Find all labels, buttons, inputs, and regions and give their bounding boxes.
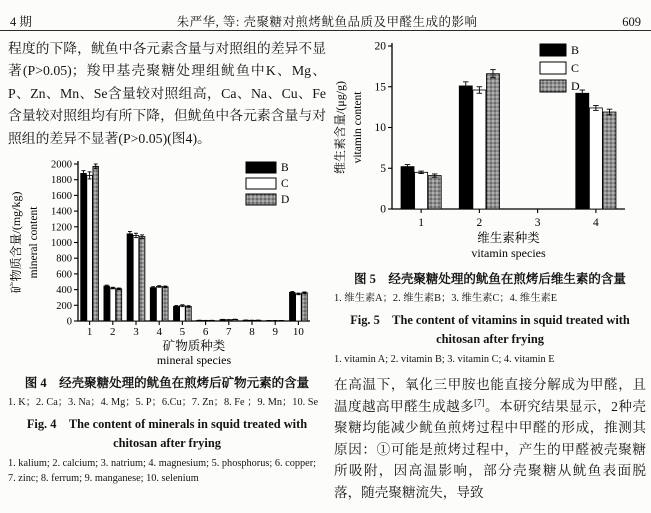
svg-text:矿物质种类: 矿物质种类 [162,339,226,354]
svg-text:C: C [281,178,289,191]
svg-text:4: 4 [593,217,599,229]
fig4-bar-chart [8,154,326,368]
svg-text:D: D [571,79,580,93]
svg-text:10: 10 [292,326,304,339]
fig4-caption-zh: 图 4 经壳聚糖处理的鱿鱼在煎烤后矿物元素的含量 [24,376,310,391]
page-number: 609 [622,15,641,29]
left-column [8,38,326,486]
svg-text:200: 200 [56,300,72,312]
fig5-caption-zh: 图 5 经壳聚糖处理的鱿鱼在煎烤后维生素的含量 [354,272,626,286]
header-rule [0,30,651,31]
svg-text:4: 4 [156,326,162,339]
citation-ref-7: [7] [474,396,485,407]
svg-text:1: 1 [418,217,424,229]
fig5-key-en: 1. vitamin A; 2. vitamin B; 3. vitamin C; 4. vitamin E [334,354,555,365]
fig5-caption-en: Fig. 5 The content of vitamins in squid treated with chitosan after frying [350,313,630,346]
svg-text:mineral content: mineral content [28,206,40,279]
svg-text:2: 2 [110,326,116,339]
svg-text:5: 5 [179,326,186,339]
svg-text:2: 2 [476,217,483,229]
svg-text:B: B [281,162,289,175]
svg-text:0: 0 [66,316,72,328]
svg-text:1400: 1400 [51,206,72,218]
svg-text:3: 3 [534,217,541,229]
svg-text:8: 8 [249,326,255,339]
svg-text:5: 5 [380,162,386,175]
svg-text:B: B [571,43,580,57]
paragraph-formaldehyde-text2: 。本研究结果显示，2种壳聚糖均能减少鱿鱼煎烤过程中甲醛的形成，推测其原因：①可能是煎烤过程中，产生的甲醛被壳聚糖所吸附，因高温影响，部分壳聚糖从鱿鱼表面脱落，随壳聚糖流失，导致 [334,398,647,500]
svg-text:维生素含量/(μg/g): 维生素含量/(μg/g) [334,80,347,175]
fig4-key-zh: 1. K；2. Ca；3. Na；4. Mg；5. P；6.Cu；7. Zn；8. Fe ；9. Mn；10. Se [8,397,319,409]
svg-text:600: 600 [56,269,72,281]
svg-text:20: 20 [374,40,386,53]
svg-text:C: C [571,61,580,75]
svg-text:2000: 2000 [51,159,72,171]
svg-text:7: 7 [226,326,232,339]
svg-text:1: 1 [86,326,93,339]
paragraph-minerals: 程度的下降，鱿鱼中各元素含量与对照组的差异不显著(P>0.05)；羧甲基壳聚糖处理组鱿鱼中K、Mg、P、Zn、Mn、Se含量较对照组高，Ca、Na、Cu、Fe含量较对照组均有所下降，但鱿鱼中各元素含量与对照组的差异不显著(P>0.05)(图4)。 [8,41,326,146]
svg-text:1000: 1000 [51,238,72,250]
svg-text:15: 15 [374,81,386,94]
svg-text:6: 6 [202,326,209,339]
fig4-key-en: 1. kalium; 2. calcium; 3. natrium; 4. magnesium; 5. phosphorus; 6. copper; 7. zinc; 8. ferrum; 9. manganese; 10. selenium [8,458,317,485]
svg-text:vitamin species: vitamin species [471,246,546,260]
svg-text:1800: 1800 [51,175,72,187]
fig4-caption-en: Fig. 4 The content of minerals in squid treated with chitosan after frying [26,417,308,451]
svg-text:vitamin content: vitamin content [352,91,364,164]
fig5-bar-chart [334,38,646,260]
svg-text:3: 3 [133,326,139,339]
svg-text:mineral species: mineral species [156,353,232,368]
svg-text:1200: 1200 [51,222,72,234]
svg-text:1600: 1600 [51,190,72,202]
svg-text:维生素种类: 维生素种类 [477,231,540,245]
svg-text:9: 9 [272,326,278,339]
svg-text:400: 400 [56,285,72,297]
fig5-key-zh: 1. 维生素A；2. 维生素B；3. 维生素C；4. 维生素E [334,293,558,304]
svg-text:D: D [281,194,290,207]
page-header [10,12,641,28]
paragraph-formaldehyde [334,374,646,503]
right-column [334,38,646,503]
svg-text:800: 800 [56,253,72,265]
paragraph-formaldehyde-text: 在高温下，氧化三甲胺也能直接分解成为甲醛，且温度越高甲醛生成越多 [334,377,646,414]
issue-label: 4 期 [10,15,32,29]
svg-text:10: 10 [374,122,386,134]
svg-text:0: 0 [380,203,386,216]
running-title: 朱严华, 等: 壳聚糖对煎烤鱿鱼品质及甲醛生成的影响 [176,15,478,29]
svg-text:矿物质含量/(mg/kg): 矿物质含量/(mg/kg) [9,191,23,294]
